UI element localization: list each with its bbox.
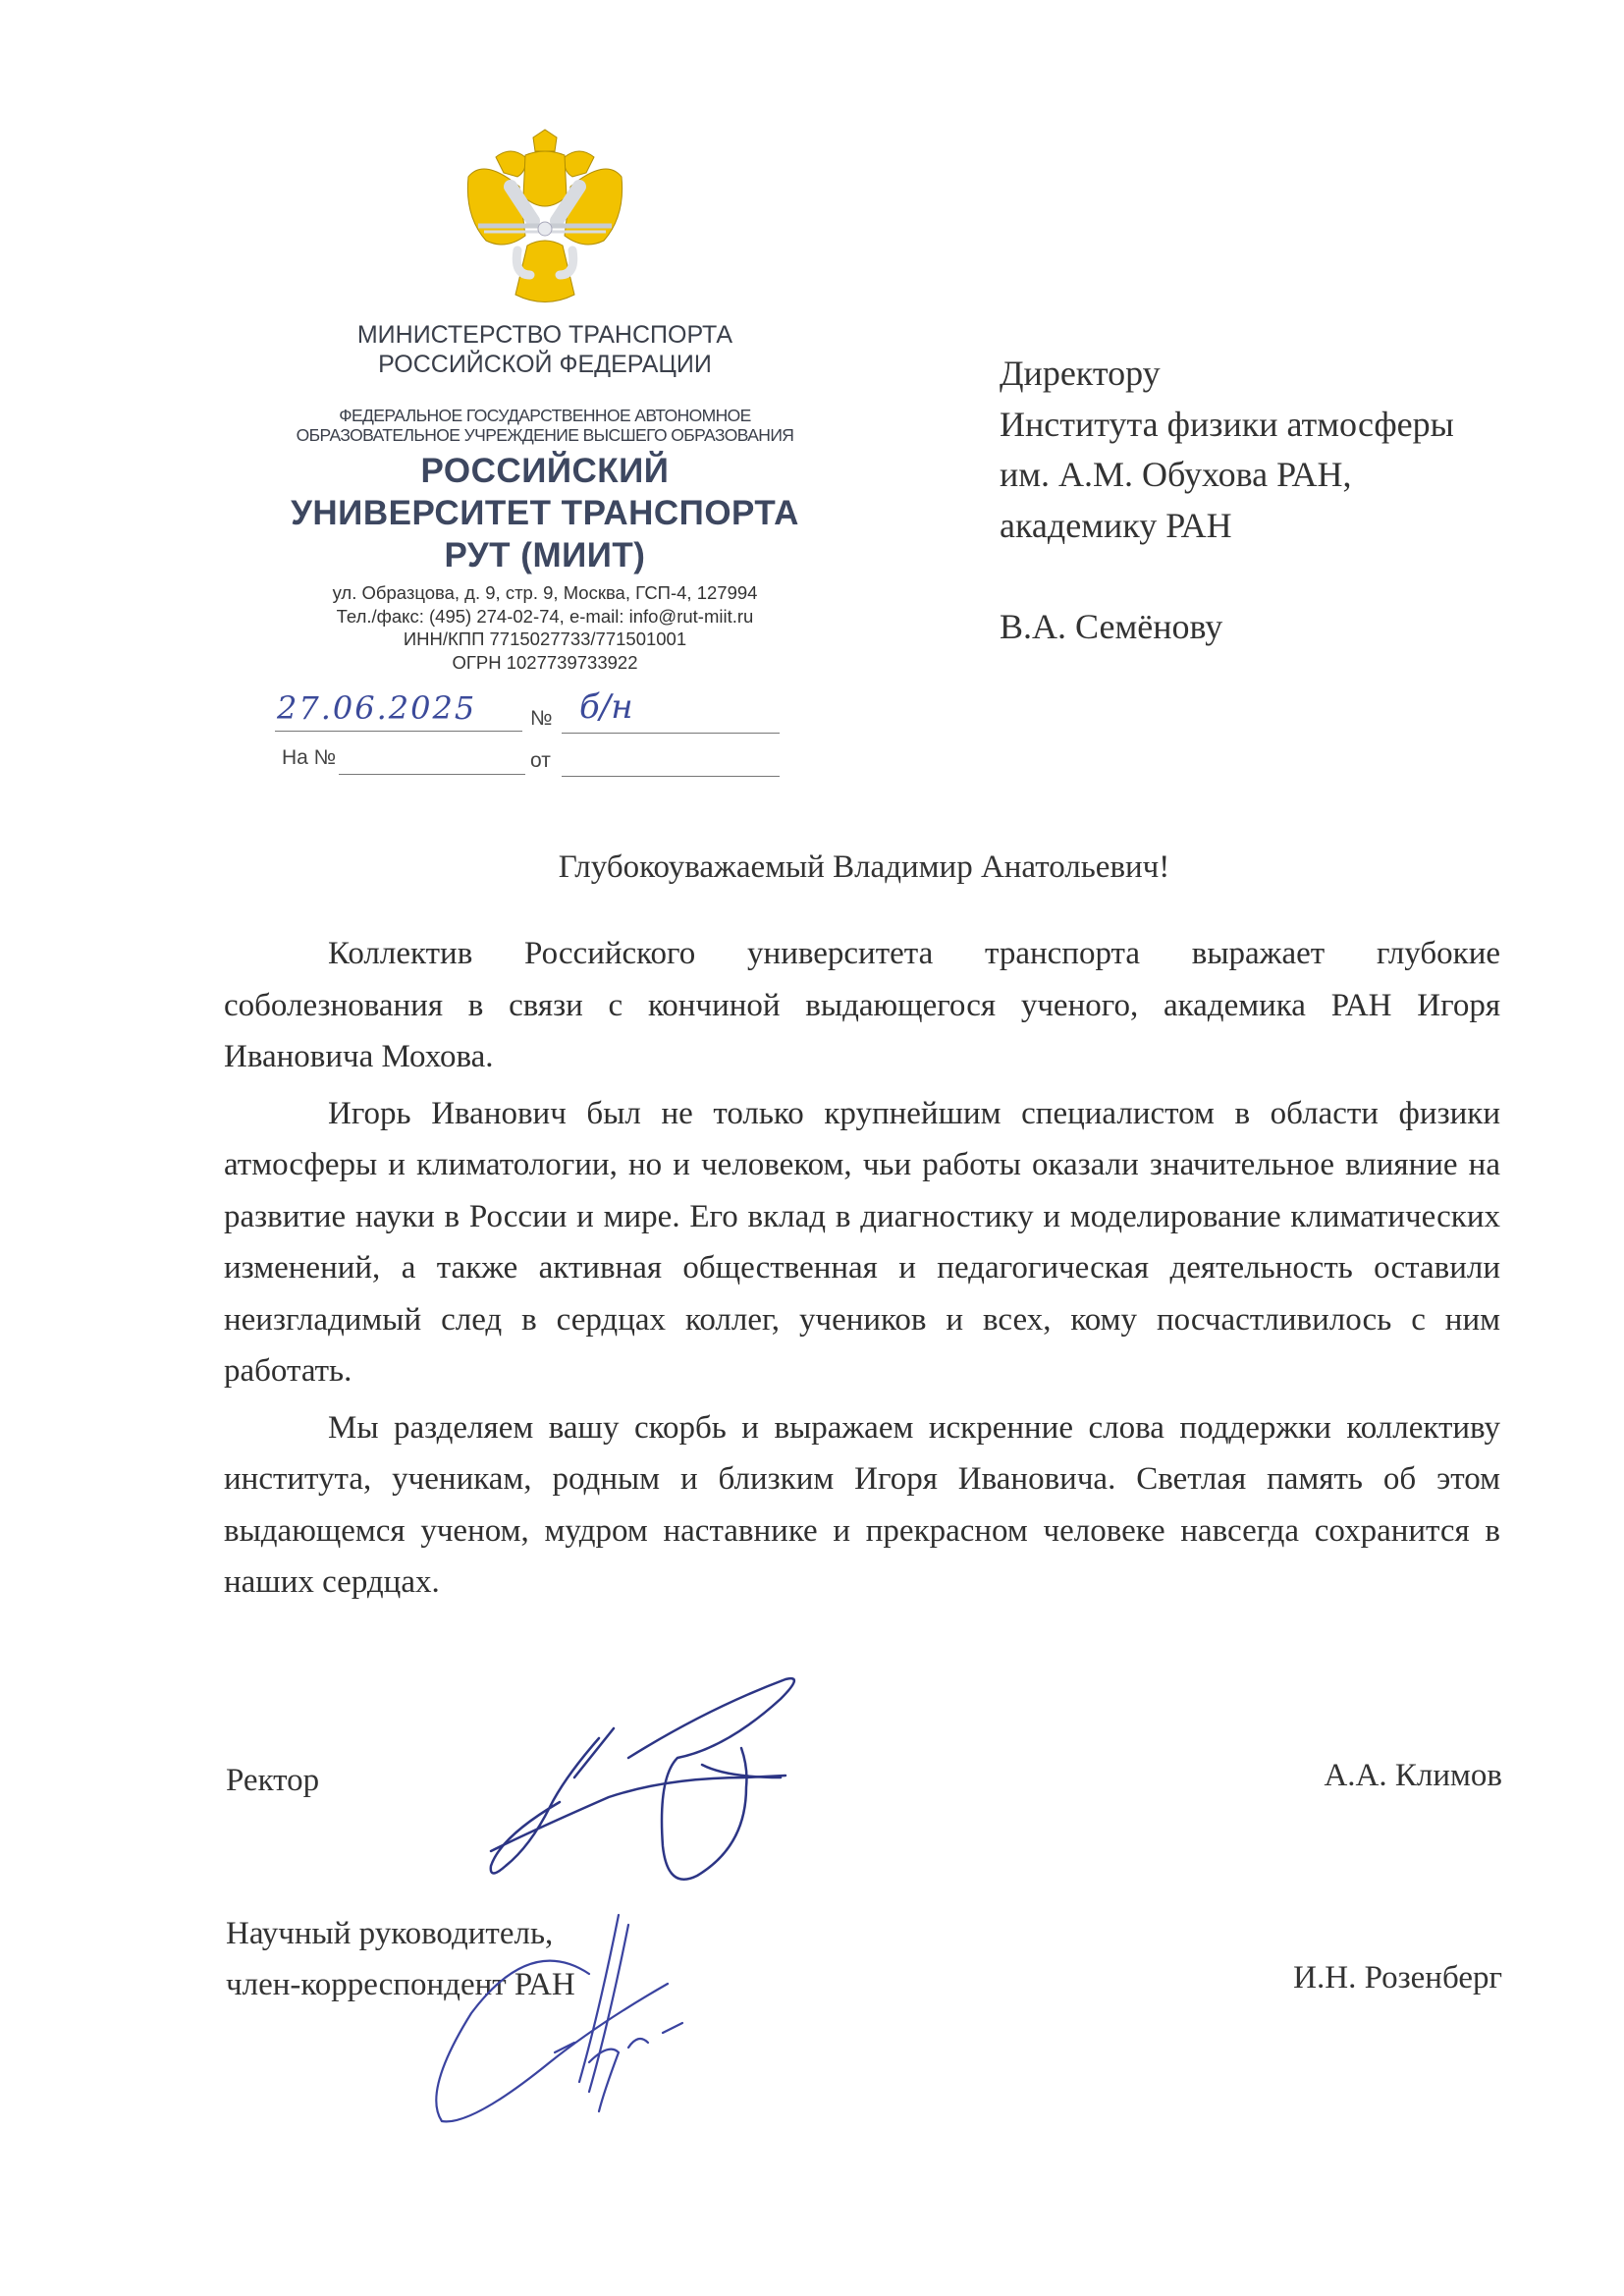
signatory-name: А.А. Климов [1324, 1758, 1502, 1793]
letter-body [224, 928, 1500, 1609]
signatory-name: И.Н. Розенберг [1293, 1960, 1502, 1995]
body-paragraph: Коллектив Российского университета транспорта выражает глубокие соболезнования в связи с кончиной выдающегося ученого, академика РАН Игоря Ивановича Мохова. [224, 936, 1500, 1074]
ministry-of-transport-emblem-icon [457, 128, 633, 314]
spacer [1000, 551, 1454, 602]
reply-number-underline [339, 774, 525, 775]
number-underline [562, 733, 780, 734]
number-label: № [530, 707, 553, 730]
body-paragraph: Игорь Иванович был не только крупнейшим специалистом в области физики атмосферы и климатологии, но и человеком, чьи работы оказали значительное влияние на развитие науки в России и мире. Его вклад в диагностику и моделирование климатических изменений, а также активная общественная и педагогическая деятельность оставили неизгладимый след в сердцах коллег, учеников и всех, кому посчастливилось с ним работать. [224, 1095, 1500, 1389]
institution-type: ФЕДЕРАЛЬНОЕ ГОСУДАРСТВЕННОЕ АВТОНОМНОЕ ОБРАЗОВАТЕЛЬНОЕ УЧРЕЖДЕНИЕ ВЫСШЕГО ОБРАЗОВАНИЯ [296, 406, 794, 445]
salutation: Глубокоуважаемый Владимир Анатольевич! [558, 849, 1170, 885]
phone-email: Тел./факс: (495) 274-02-74, e-mail: info@rut-miit.ru [336, 605, 754, 627]
handwritten-signature-icon [353, 1895, 746, 2131]
body-paragraph: Мы разделяем вашу скорбь и выражаем искренние слова поддержки коллективу института, ученикам, родным и близким Игоря Ивановича. Светлая память об этом выдающемся ученом, мудром наставнике и прекрасном человеке навсегда сохранится в наших сердцах. [224, 1409, 1500, 1600]
reply-to-label: На № [282, 746, 337, 769]
addressee-block: Директору Института физики атмосферы им. А.М. Обухова РАН, академику РАН В.А. Семёнову [1000, 349, 1454, 653]
addressee-name: В.А. Семёнову [1000, 607, 1223, 646]
university-contacts [265, 581, 825, 674]
university-name: РОССИЙСКИЙ УНИВЕРСИТЕТ ТРАНСПОРТА РУТ (МИИТ) [291, 452, 799, 574]
outgoing-number: б/н [579, 687, 633, 727]
signatory-title: Ректор [226, 1763, 320, 1798]
handwritten-signature-icon [373, 1669, 825, 1895]
inn-kpp: ИНН/КПП 7715027733/771501001 [403, 629, 687, 649]
ministry-name: МИНИСТЕРСТВО ТРАНСПОРТА РОССИЙСКОЙ ФЕДЕРАЦИИ [356, 321, 733, 378]
outgoing-date: 27.06.2025 [277, 689, 477, 727]
reply-date-underline [562, 776, 780, 777]
ogrn: ОГРН 1027739733922 [452, 651, 638, 673]
signatory-title: Научный руководитель, член-корреспондент РАН [226, 1916, 575, 2002]
from-label: от [530, 749, 551, 772]
address: ул. Образцова, д. 9, стр. 9, Москва, ГСП-4, 127994 [332, 582, 758, 603]
date-underline [275, 731, 522, 732]
